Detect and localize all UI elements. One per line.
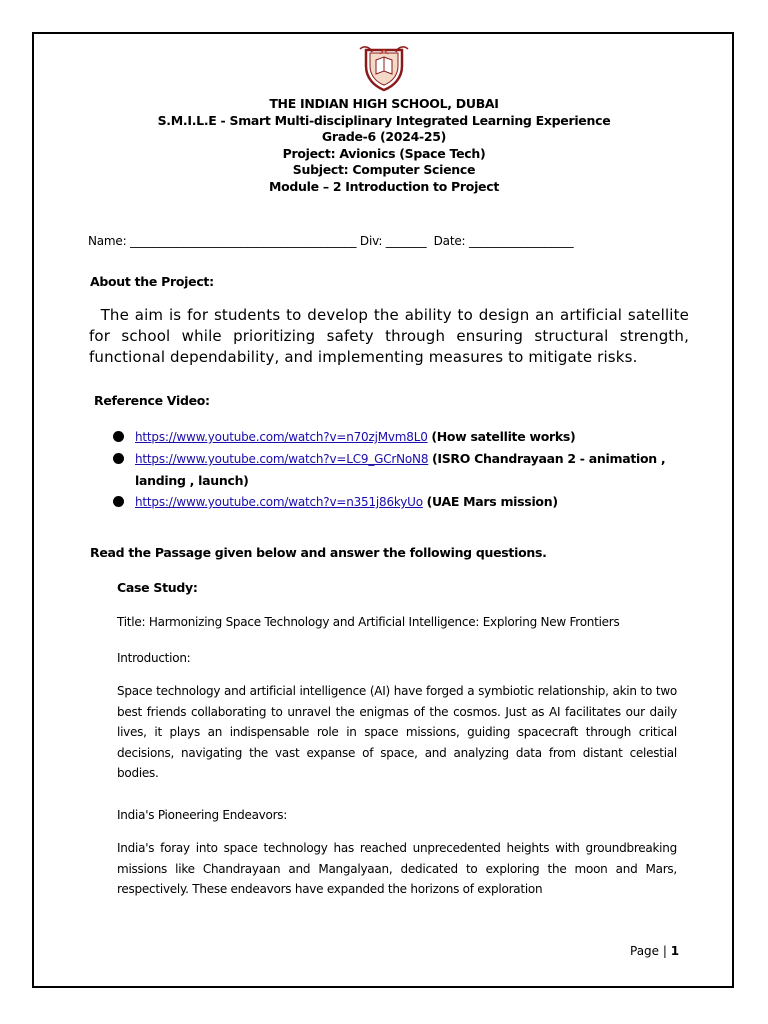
about-body xyxy=(89,305,689,368)
case-study-heading: Case Study: xyxy=(117,580,198,595)
reference-heading: Reference Video: xyxy=(94,393,210,408)
introduction-heading: Introduction: xyxy=(117,651,191,665)
introduction-body: Space technology and artificial intelligence (AI) have forged a symbiotic relationship, akin to two best friends collaborating to unravel the enigmas of the cosmos. Just as AI facilitates our daily lives, it plays an indispensable role in space missions, guiding spacecraft through critical decisions, navigating the vast expanse of space, and analyzing data from distant celestial bodies. xyxy=(117,684,677,781)
bullet-icon xyxy=(113,431,124,442)
program-name: S.M.I.L.E - Smart Multi-disciplinary Integrated Learning Experience xyxy=(157,112,611,128)
student-info-line xyxy=(88,234,688,248)
reference-list xyxy=(112,426,692,513)
about-heading: About the Project: xyxy=(90,274,214,289)
page-value: 1 xyxy=(670,944,680,958)
reference-link[interactable]: https://www.youtube.com/watch?v=n351j86kyUo xyxy=(135,495,423,509)
page-number xyxy=(630,944,679,958)
reference-item xyxy=(112,491,692,513)
div-label: Div: xyxy=(359,234,383,248)
about-text: The aim is for students to develop the ability to design an artificial satellite for school while prioritizing safety through ensuring structural strength, functional dependability, and implementing measures to mitigate risks. xyxy=(89,306,689,366)
reference-link[interactable]: https://www.youtube.com/watch?v=n70zjMvm8L0 xyxy=(135,430,428,444)
name-field: _______________________________________ xyxy=(130,234,357,248)
reference-item xyxy=(112,448,692,491)
reference-note: (How satellite works) xyxy=(431,429,576,444)
bullet-icon xyxy=(113,496,124,507)
reference-item xyxy=(112,426,692,448)
reference-note: (UAE Mars mission) xyxy=(426,494,558,509)
case-study-title: Title: Harmonizing Space Technology and Artificial Intelligence: Exploring New Frontiers xyxy=(117,615,620,629)
school-crest-icon xyxy=(356,44,412,92)
grade: Grade-6 (2024-25) xyxy=(321,129,447,144)
date-label: Date: xyxy=(433,234,466,248)
module-name: Module – 2 Introduction to Project xyxy=(268,178,500,194)
page-label: Page xyxy=(630,944,660,958)
india-body: India's foray into space technology has reached unprecedented heights with groundbreaking missions like Chandrayaan and Mangalyaan, dedicated to exploring the moon and Mars, respectively. These endeavors have expanded the horizons of exploration xyxy=(117,841,677,897)
name-label: Name: xyxy=(88,234,127,248)
date-field: __________________ xyxy=(469,234,574,248)
project-name: Project: Avionics (Space Tech) xyxy=(282,145,486,161)
document-header xyxy=(60,96,708,195)
subject-name: Subject: Computer Science xyxy=(292,162,476,177)
page-separator: | xyxy=(662,944,667,958)
bullet-icon xyxy=(113,453,124,464)
reference-note: (ISRO Chandrayaan 2 - animation , landing , launch) xyxy=(135,451,666,488)
india-heading: India's Pioneering Endeavors: xyxy=(117,808,288,822)
div-field: _______ xyxy=(385,234,427,248)
instruction-heading: Read the Passage given below and answer the following questions. xyxy=(90,545,547,560)
reference-link[interactable]: https://www.youtube.com/watch?v=LC9_GCrNoN8 xyxy=(135,452,429,466)
school-name: THE INDIAN HIGH SCHOOL, DUBAI xyxy=(269,96,499,111)
